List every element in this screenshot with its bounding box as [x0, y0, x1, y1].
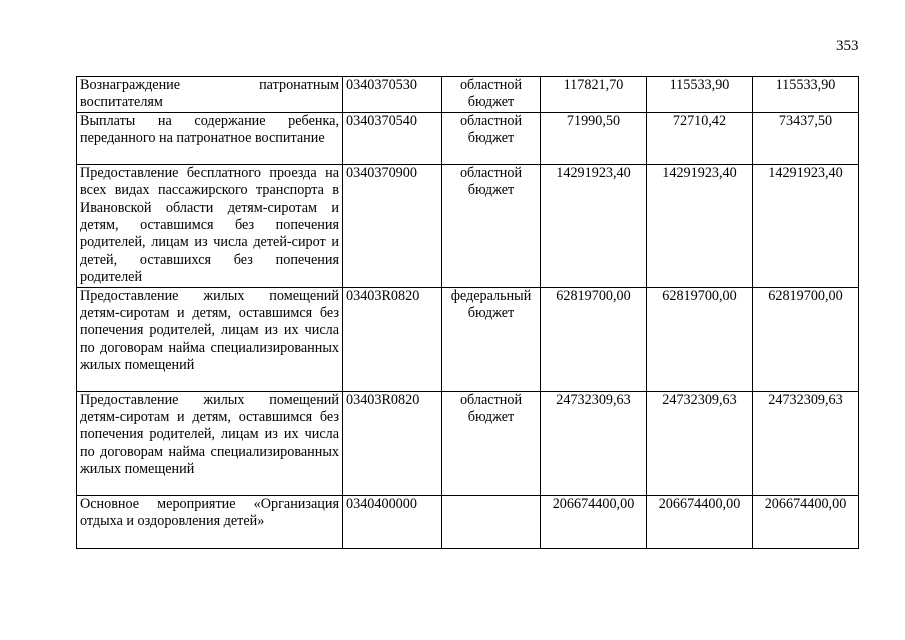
- row-funding-source: областной бюджет: [442, 391, 541, 495]
- row-amount-3: 24732309,63: [753, 391, 859, 495]
- table-row: [77, 495, 859, 548]
- row-code: 0340370900: [343, 164, 442, 287]
- row-amount-1: 117821,70: [541, 77, 647, 113]
- row-funding-source: областной бюджет: [442, 112, 541, 164]
- row-funding-source: областной бюджет: [442, 164, 541, 287]
- row-amount-1: 206674400,00: [541, 495, 647, 548]
- row-amount-1: 62819700,00: [541, 287, 647, 391]
- row-amount-2: 72710,42: [647, 112, 753, 164]
- table-row: [77, 287, 859, 391]
- row-description: Вознаграждение патронатным воспитателям: [77, 77, 343, 113]
- row-description: Выплаты на содержание ребенка, переданного на патронатное воспитание: [77, 112, 343, 164]
- row-description: Предоставление бесплатного проезда на всех видах пассажирского транспорта в Ивановской области детям-сиротам и детям, оставшимся без попечения родителей, лицам из числа детей-сирот и детей, оставшихся без попечения родителей: [77, 164, 343, 287]
- budget-table: [76, 76, 859, 549]
- row-code: 0340400000: [343, 495, 442, 548]
- row-amount-2: 206674400,00: [647, 495, 753, 548]
- table-row: [77, 164, 859, 287]
- row-amount-2: 14291923,40: [647, 164, 753, 287]
- row-code: 0340370530: [343, 77, 442, 113]
- row-amount-2: 24732309,63: [647, 391, 753, 495]
- page-number: 353: [836, 38, 859, 54]
- row-amount-1: 24732309,63: [541, 391, 647, 495]
- row-funding-source: областной бюджет: [442, 77, 541, 113]
- row-description: Предоставление жилых помещений детям-сиротам и детям, оставшимся без попечения родителей, лицам из их числа по договорам найма специализированных жилых помещений: [77, 391, 343, 495]
- row-funding-source: [442, 495, 541, 548]
- row-code: 0340370540: [343, 112, 442, 164]
- row-amount-3: 73437,50: [753, 112, 859, 164]
- table-row: [77, 112, 859, 164]
- row-amount-2: 115533,90: [647, 77, 753, 113]
- row-description: Предоставление жилых помещений детям-сиротам и детям, оставшимся без попечения родителей, лицам из их числа по договорам найма специализированных жилых помещений: [77, 287, 343, 391]
- table-row: [77, 77, 859, 113]
- row-amount-3: 62819700,00: [753, 287, 859, 391]
- row-amount-2: 62819700,00: [647, 287, 753, 391]
- row-funding-source: федеральный бюджет: [442, 287, 541, 391]
- table-row: [77, 391, 859, 495]
- row-amount-1: 71990,50: [541, 112, 647, 164]
- row-amount-3: 206674400,00: [753, 495, 859, 548]
- row-code: 03403R0820: [343, 287, 442, 391]
- row-code: 03403R0820: [343, 391, 442, 495]
- row-amount-1: 14291923,40: [541, 164, 647, 287]
- row-amount-3: 115533,90: [753, 77, 859, 113]
- row-description: Основное мероприятие «Организация отдыха и оздоровления детей»: [77, 495, 343, 548]
- row-amount-3: 14291923,40: [753, 164, 859, 287]
